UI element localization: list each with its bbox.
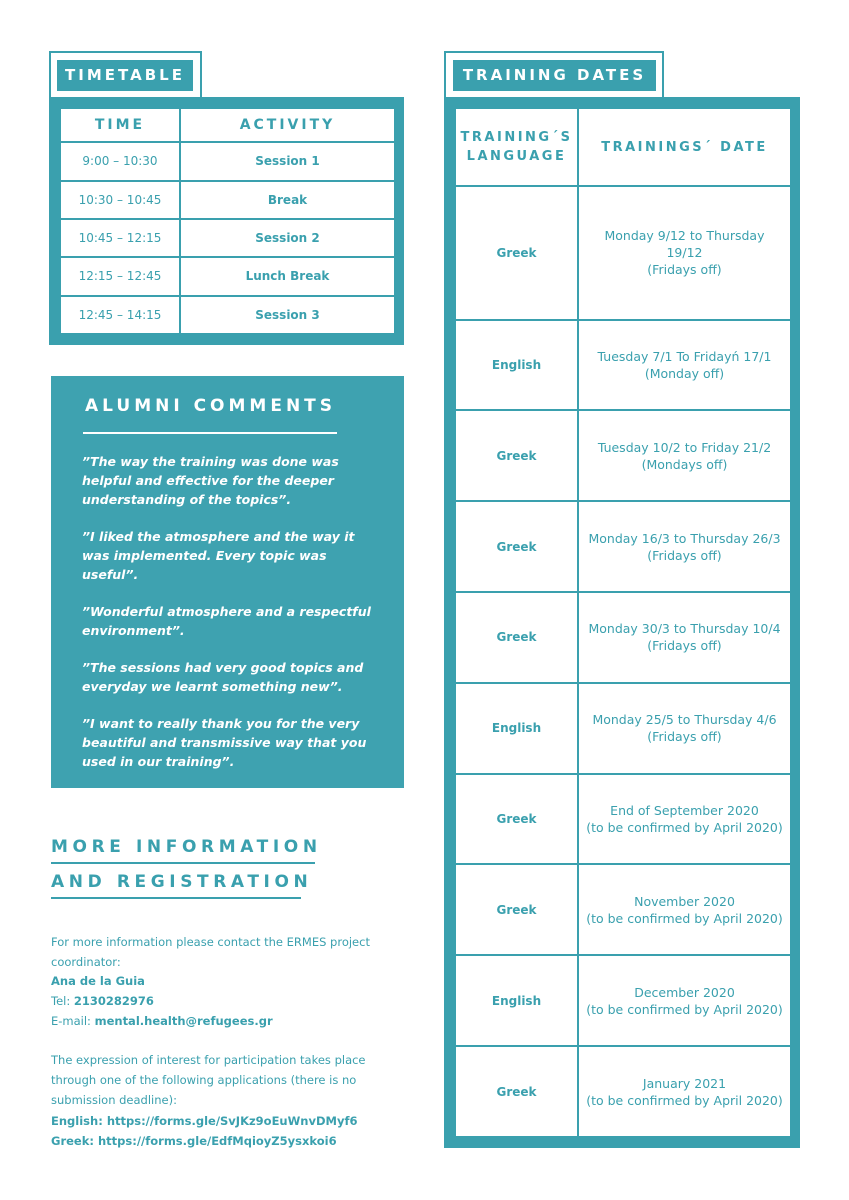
table-row xyxy=(455,683,791,774)
date-range: Tuesday 10/2 to Friday 21/2 xyxy=(597,439,772,455)
table-row xyxy=(455,774,791,865)
more-info-underline-1 xyxy=(51,862,315,864)
date-range: Tuesday 7/1 To Fridayń 17/1 xyxy=(597,349,772,365)
time-cell: 12:45 – 14:15 xyxy=(60,296,180,334)
activity-cell: Break xyxy=(180,181,395,219)
greek-label: Greek: xyxy=(51,1134,94,1148)
date-cell xyxy=(578,955,791,1046)
alumni-quote: ”The way the training was done was helpful and effective for the deeper understanding of the topics”. xyxy=(82,454,339,507)
phone-number[interactable]: 2130282976 xyxy=(73,994,154,1008)
date-range: Monday 16/3 to Thursday 26/3 xyxy=(588,530,781,546)
english-label: English: xyxy=(51,1114,103,1128)
time-cell: 12:15 – 12:45 xyxy=(60,257,180,295)
date-cell xyxy=(578,320,791,411)
date-note: (Fridays off) xyxy=(647,547,722,563)
training-dates-table xyxy=(454,107,792,1138)
language-cell: Greek xyxy=(455,774,578,865)
language-cell: English xyxy=(455,683,578,774)
date-note: (Monday off) xyxy=(644,366,725,382)
table-row xyxy=(455,186,791,320)
activity-cell: Session 1 xyxy=(180,142,395,180)
language-cell: Greek xyxy=(455,501,578,592)
date-range: November 2020 xyxy=(634,893,735,909)
more-info-title-line1: MORE INFORMATION xyxy=(51,837,322,857)
table-row xyxy=(455,501,791,592)
language-cell: Greek xyxy=(455,864,578,955)
date-range: Monday 9/12 to Thursday 19/12 xyxy=(604,228,765,261)
table-row xyxy=(60,219,395,257)
language-header: TRAINING´S LANGUAGE xyxy=(455,108,578,186)
table-row xyxy=(60,142,395,180)
date-note: (to be confirmed by April 2020) xyxy=(586,1092,783,1108)
date-range: Monday 30/3 to Thursday 10/4 xyxy=(588,621,781,637)
expression-of-interest-text: The expression of interest for participation takes place through one of the following applications (there is no submission deadline): xyxy=(51,1053,366,1107)
training-dates-header-row xyxy=(455,108,791,186)
email-line xyxy=(51,1011,411,1031)
time-cell: 10:45 – 12:15 xyxy=(60,219,180,257)
date-range: Monday 25/5 to Thursday 4/6 xyxy=(592,712,777,728)
date-cell xyxy=(578,186,791,320)
date-cell xyxy=(578,501,791,592)
table-row xyxy=(60,257,395,295)
date-cell xyxy=(578,774,791,865)
table-row xyxy=(455,1046,791,1137)
phone-line xyxy=(51,991,411,1011)
table-row xyxy=(455,955,791,1046)
activity-cell: Session 3 xyxy=(180,296,395,334)
date-note: (to be confirmed by April 2020) xyxy=(586,910,783,926)
training-dates-tab xyxy=(444,51,664,99)
date-range: December 2020 xyxy=(634,984,735,1000)
contact-block xyxy=(51,971,411,1031)
timetable-header-row xyxy=(60,108,395,142)
timetable-tab xyxy=(49,51,202,99)
language-cell: Greek xyxy=(455,1046,578,1137)
date-note: (to be confirmed by April 2020) xyxy=(586,1001,783,1017)
time-cell: 9:00 – 10:30 xyxy=(60,142,180,180)
greek-application-line xyxy=(51,1131,411,1151)
alumni-comments-panel xyxy=(51,376,404,788)
date-cell xyxy=(578,683,791,774)
application-links xyxy=(51,1111,411,1151)
date-note: (Fridays off) xyxy=(647,729,722,745)
date-note: (Fridays off) xyxy=(647,638,722,654)
time-cell: 10:30 – 10:45 xyxy=(60,181,180,219)
timetable-title: TIMETABLE xyxy=(57,60,193,91)
english-form-link[interactable]: https://forms.gle/SvJKz9oEuWnvDMyf6 xyxy=(106,1114,358,1128)
activity-cell: Lunch Break xyxy=(180,257,395,295)
alumni-comments-title: ALUMNI COMMENTS xyxy=(85,396,337,416)
activity-header: ACTIVITY xyxy=(180,108,395,142)
time-header: TIME xyxy=(60,108,180,142)
language-cell: Greek xyxy=(455,410,578,501)
date-cell xyxy=(578,592,791,683)
table-row xyxy=(455,864,791,955)
table-row xyxy=(455,592,791,683)
date-note: (Fridays off) xyxy=(647,262,722,278)
coordinator-name: Ana de la Guia xyxy=(51,974,145,988)
training-dates-frame xyxy=(444,97,800,1148)
greek-form-link[interactable]: https://forms.gle/EdfMqioyZ5ysxkoi6 xyxy=(97,1134,337,1148)
date-note: (Mondays off) xyxy=(641,456,728,472)
date-range: End of September 2020 xyxy=(610,803,759,819)
date-cell xyxy=(578,410,791,501)
alumni-quote: ”I liked the atmosphere and the way it was implemented. Every topic was useful”. xyxy=(82,529,355,582)
table-row xyxy=(455,410,791,501)
date-cell xyxy=(578,1046,791,1137)
language-cell: English xyxy=(455,955,578,1046)
email-link[interactable]: mental.health@refugees.gr xyxy=(94,1014,273,1028)
table-row xyxy=(455,320,791,411)
date-cell xyxy=(578,864,791,955)
more-info-underline-2 xyxy=(51,897,301,899)
alumni-quotes xyxy=(82,452,377,789)
date-note: (to be confirmed by April 2020) xyxy=(586,820,783,836)
contact-intro: For more information please contact the ERMES project coordinator: xyxy=(51,935,370,969)
phone-label: Tel: xyxy=(51,994,71,1008)
table-row xyxy=(60,296,395,334)
english-application-line xyxy=(51,1111,411,1131)
alumni-quote: ”I want to really thank you for the very beautiful and transmissive way that you used in our training”. xyxy=(82,716,367,769)
timetable-frame xyxy=(49,97,404,345)
date-range: January 2021 xyxy=(642,1075,727,1091)
alumni-divider xyxy=(83,432,337,434)
alumni-quote: ”Wonderful atmosphere and a respectful environment”. xyxy=(82,604,371,638)
activity-cell: Session 2 xyxy=(180,219,395,257)
email-label: E-mail: xyxy=(51,1014,91,1028)
language-cell: Greek xyxy=(455,186,578,320)
table-row xyxy=(60,181,395,219)
timetable-table xyxy=(59,107,396,335)
more-info-title-line2: AND REGISTRATION xyxy=(51,872,313,892)
alumni-quote: ”The sessions had very good topics and everyday we learnt something new”. xyxy=(82,660,364,694)
training-dates-title: TRAINING DATES xyxy=(453,60,656,91)
date-header: TRAININGS´ DATE xyxy=(578,108,791,186)
language-cell: English xyxy=(455,320,578,411)
language-cell: Greek xyxy=(455,592,578,683)
